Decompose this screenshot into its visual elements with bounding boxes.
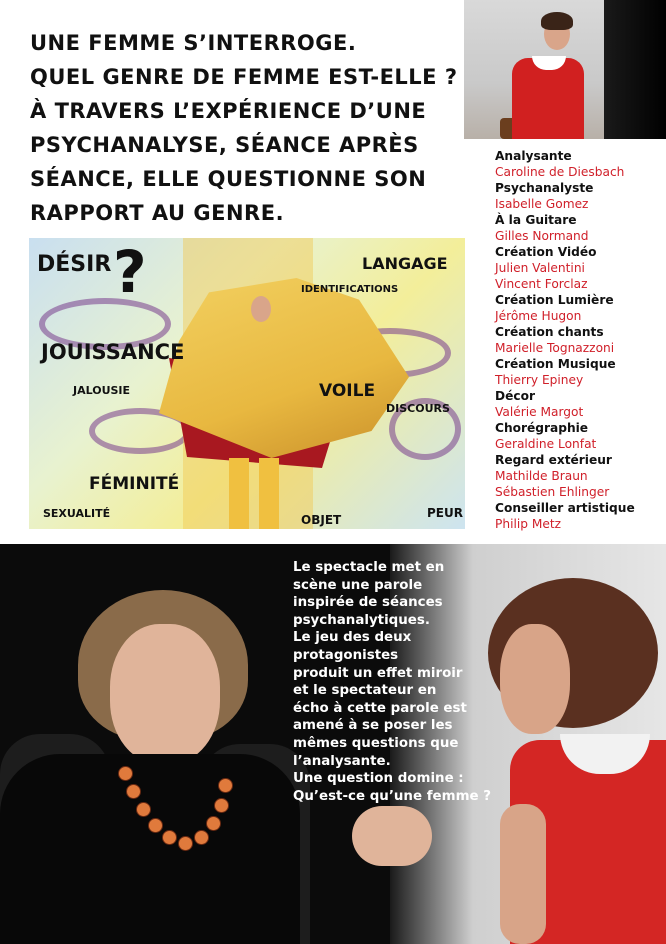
word-langage: LANGAGE: [362, 254, 448, 273]
credit-name: Mathilde Braun: [495, 469, 588, 483]
intro-line: PSYCHANALYSE, SÉANCE APRÈS: [30, 133, 419, 157]
credit-name: Julien Valentini: [495, 261, 585, 275]
word-objet: OBJET: [301, 513, 342, 527]
credit-name: Philip Metz: [495, 517, 562, 531]
photo-young-woman-face: [500, 624, 570, 734]
credit-role: Conseiller artistique: [495, 501, 635, 515]
credit-name: Thierry Epiney: [495, 373, 584, 387]
word-identifications: IDENTIFICATIONS: [301, 284, 399, 295]
credit-name: Valérie Margot: [495, 405, 584, 419]
credit-role: Chorégraphie: [495, 421, 589, 435]
photo-older-woman-body: [0, 754, 300, 944]
description-line: mêmes questions que: [293, 735, 459, 751]
credit-role: Regard extérieur: [495, 453, 612, 467]
credit-role: Création Vidéo: [495, 245, 597, 259]
word-jouissance: JOUISSANCE: [41, 340, 185, 364]
photo-actress-red-dress: [464, 0, 666, 139]
photo-hair: [541, 12, 573, 30]
photo-curtain: [604, 0, 666, 139]
credit-name: Marielle Tognazzoni: [495, 341, 615, 355]
credits-list: [495, 148, 661, 532]
intro-line: SÉANCE, ELLE QUESTIONNE SON: [30, 167, 427, 191]
credit-role: À la Guitare: [495, 213, 577, 227]
credit-name: Isabelle Gomez: [495, 197, 589, 211]
photo-dress: [512, 58, 584, 139]
word-voile: VOILE: [319, 381, 376, 401]
necklace-bead: [126, 784, 141, 799]
question-mark: ?: [113, 238, 147, 306]
description-text: [293, 559, 508, 805]
credit-role: Création Musique: [495, 357, 616, 371]
description-line: amené à se poser les: [293, 718, 453, 734]
description-line: Le spectacle met en: [293, 560, 445, 575]
description-line: Une question domine :: [293, 771, 464, 787]
word-discours: DISCOURS: [386, 402, 450, 415]
description-line: Le jeu des deux: [293, 630, 412, 646]
intro-line: UNE FEMME S’INTERROGE.: [30, 31, 357, 55]
necklace-bead: [194, 830, 209, 845]
credit-name: Gilles Normand: [495, 229, 589, 243]
necklace-bead: [118, 766, 133, 781]
word-peur: PEUR: [427, 506, 463, 520]
credit-name: Geraldine Lonfat: [495, 437, 597, 451]
intro-line: À TRAVERS L’EXPÉRIENCE D’UNE: [30, 99, 427, 123]
photo-hand: [352, 806, 432, 866]
photo-young-woman-arm: [500, 804, 546, 944]
description-line: l’analysante.: [293, 753, 391, 769]
necklace-bead: [178, 836, 193, 851]
necklace-bead: [148, 818, 163, 833]
intro-heading: [30, 26, 460, 230]
credit-role: Psychanalyste: [495, 181, 594, 195]
credit-role: Création chants: [495, 325, 604, 339]
description-line: scène une parole: [293, 577, 423, 593]
necklace-bead: [214, 798, 229, 813]
description-line: protagonistes: [293, 647, 399, 663]
necklace-bead: [218, 778, 233, 793]
collage-face: [251, 296, 271, 322]
credit-name: Sébastien Ehlinger: [495, 485, 610, 499]
word-jalousie: JALOUSIE: [73, 384, 131, 397]
description-line: et le spectateur en: [293, 683, 437, 699]
description-line: produit un effet miroir: [293, 665, 463, 681]
credit-role: Décor: [495, 389, 535, 403]
credit-role: Analysante: [495, 149, 572, 163]
description-line: inspirée de séances: [293, 595, 443, 611]
necklace-bead: [162, 830, 177, 845]
necklace-bead: [136, 802, 151, 817]
photo-older-woman-face: [110, 624, 220, 764]
credit-role: Création Lumière: [495, 293, 614, 307]
credit-name: Vincent Forclaz: [495, 277, 588, 291]
intro-line: QUEL GENRE DE FEMME EST-ELLE ?: [30, 65, 458, 89]
collage-legs: [229, 458, 279, 529]
word-desir: DÉSIR: [37, 252, 112, 277]
word-sexualite: SEXUALITÉ: [43, 507, 111, 520]
collage-image: [29, 238, 465, 529]
credit-name: Jérôme Hugon: [495, 309, 582, 323]
necklace-bead: [206, 816, 221, 831]
word-feminite: FÉMINITÉ: [89, 474, 180, 494]
credit-name: Caroline de Diesbach: [495, 165, 625, 179]
intro-line: RAPPORT AU GENRE.: [30, 201, 285, 225]
description-line: psychanalytiques.: [293, 612, 430, 628]
description-line: Qu’est-ce qu’une femme ?: [293, 788, 492, 804]
description-line: écho à cette parole est: [293, 700, 467, 716]
